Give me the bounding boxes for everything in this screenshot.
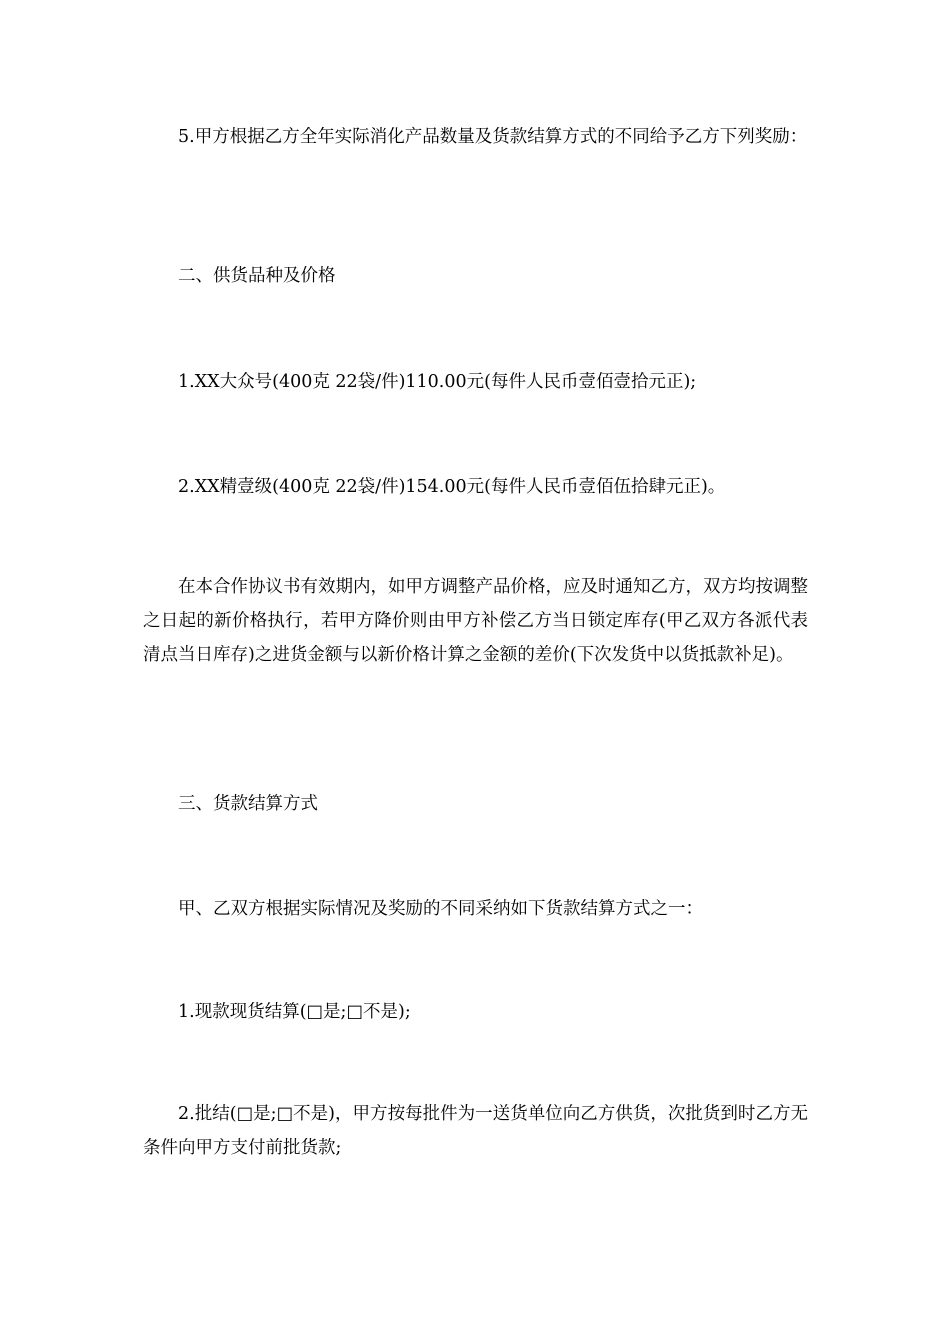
price-adjustment-paragraph: 在本合作协议书有效期内，如甲方调整产品价格，应及时通知乙方，双方均按调整之日起的新价格执行，若甲方降价则由甲方补偿乙方当日锁定库存(甲乙双方各派代表清点当日库存)之进货金额与以新价格计算之金额的差价(下次发货中以货抵款补足)。 [143,577,808,665]
section-heading-payment-settlement: 三、货款结算方式 [178,794,318,814]
settlement-intro: 甲、乙双方根据实际情况及奖励的不同采纳如下货款结算方式之一： [178,899,703,919]
settlement-option-1: 1.现款现货结算(□是;□不是); [178,1002,411,1022]
price-item-2: 2.XX精壹级(400克 22袋/件)154.00元(每件人民币壹佰伍拾肆元正)。 [178,477,726,497]
settlement-option-2: 2.批结(□是;□不是)，甲方按每批件为一送货单位向乙方供货，次批货到时乙方无条件向甲方支付前批货款; [143,1104,808,1158]
price-item-1: 1.XX大众号(400克 22袋/件)110.00元(每件人民币壹佰壹拾元正); [178,372,697,392]
clause-5-rewards: 5.甲方根据乙方全年实际消化产品数量及货款结算方式的不同给予乙方下列奖励： [178,127,808,147]
section-heading-supply-varieties-prices: 二、供货品种及价格 [178,266,336,286]
